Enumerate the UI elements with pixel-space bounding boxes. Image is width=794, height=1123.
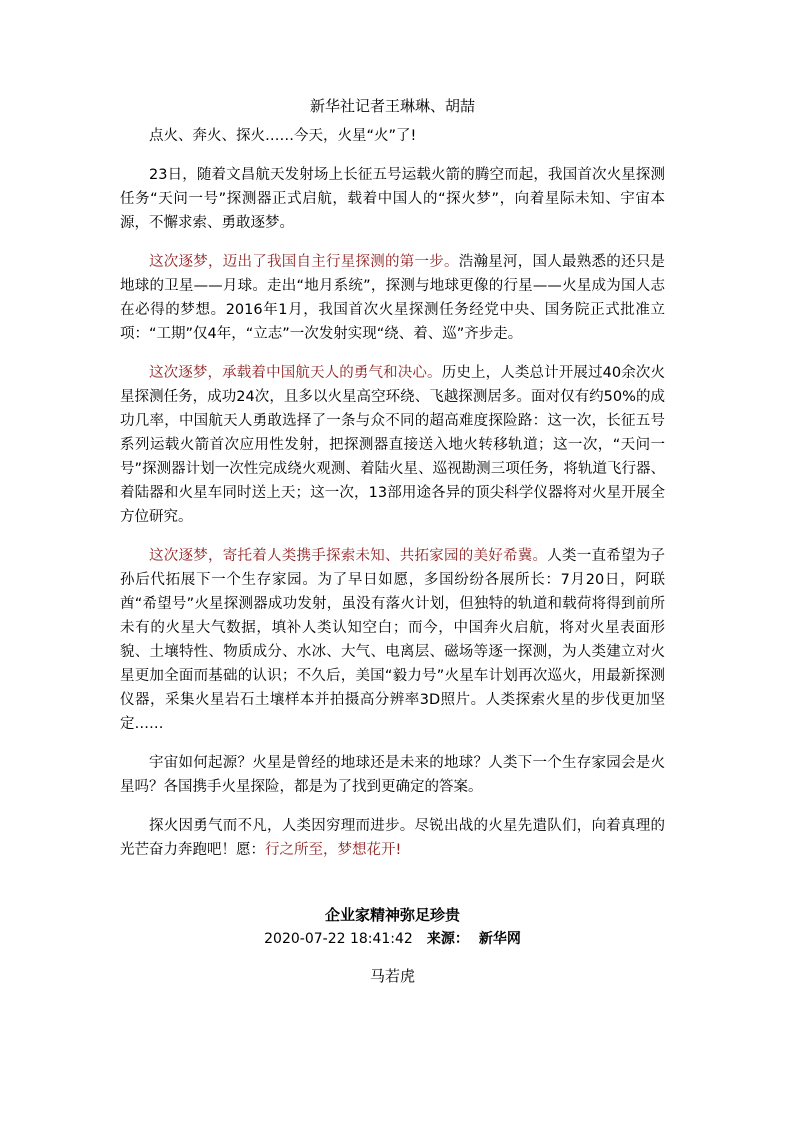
article-body	[120, 94, 665, 988]
paragraph-text: 历史上，人类总计开展过40余次火星探测任务，成功24次，且多以火星高空环绕、飞越探测居多。面对仅有约50%的成功几率，中国航天人勇敢选择了一条与众不同的超高难度探险路：这一次，长征五号系列运载火箭首次应用性发射，把探测器直接送入地火转移轨道；这一次，“天问一号”探测器计划一次性完成绕火观测、着陆火星、巡视勘测三项任务，将轨道飞行器、着陆器和火星车同时送上天；这一次，13部用途各异的顶尖科学仪器将对火星开展全方位研究。	[120, 365, 666, 525]
paragraph-questions	[120, 751, 665, 799]
next-article-meta	[120, 927, 665, 951]
next-article-title: 企业家精神弥足珍贵	[324, 906, 460, 924]
paragraph-text: 浩瀚星河，国人最熟悉的还只是地球的卫星——月球。走出“地月系统”，探测与地球更像的行星——火星成为国人志在必得的梦想。2016年1月，我国首次火星探测任务经党中央、国务院正式批准立项：“工期”仅4年，“立志”一次发射实现“绕、着、巡”齐步走。	[120, 254, 665, 342]
next-article-author: 马若虎	[369, 967, 415, 985]
paragraph-courage	[120, 361, 665, 529]
next-article-datetime: 2020-07-22 18:41:42	[264, 931, 413, 947]
paragraph-intro	[120, 124, 665, 148]
paragraph-launch	[120, 163, 665, 235]
article-byline: 新华社记者王琳琳、胡喆	[309, 97, 475, 115]
paragraph-text: 23日，随着文昌航天发射场上长征五号运载火箭的腾空而起，我国首次火星探测任务“天问一号”探测器正式启航，载着中国人的“探火梦”，向着星际未知、宇宙本源，不懈求索、勇敢逐梦。	[120, 167, 665, 231]
paragraph-text: 人类一直希望为子孙后代拓展下一个生存家园。为了早日如愿，多国纷纷各展所长：7月20日，阿联酋“希望号”火星探测器成功发射，虽没有落火计划，但独特的轨道和载荷将得到前所未有的火星大气数据，填补人类认知空白；而今，中国奔火启航，将对火星表面形貌、土壤特性、物质成分、水冰、大气、电离层、磁场等逐一探测，为人类建立对火星更加全面而基础的认识；不久后，美国“毅力号”火星车计划再次巡火，用最新探测仪器，采集火星岩石土壤样本并拍摄高分辨率3D照片。人类探索火星的步伐更加坚定……	[120, 548, 665, 732]
paragraph-hope	[120, 544, 665, 736]
paragraph-highlight: 这次逐梦，承载着中国航天人的勇气和决心。	[149, 365, 442, 381]
next-article-source: 新华网	[478, 931, 521, 947]
paragraph-highlight: 这次逐梦，寄托着人类携手探索未知、共拓家园的美好希冀。	[149, 548, 548, 564]
paragraph-highlight: 这次逐梦，迈出了我国自主行星探测的第一步。	[149, 254, 459, 270]
paragraph-text: 宇宙如何起源？火星是曾经的地球还是未来的地球？人类下一个生存家园会是火星吗？各国携手火星探险，都是为了找到更确定的答案。	[120, 755, 665, 795]
paragraph-first-step	[120, 250, 665, 346]
paragraph-closing	[120, 814, 665, 862]
paragraph-highlight: 行之所至，梦想花开!	[265, 842, 402, 858]
next-article-source-label: 来源：	[426, 931, 469, 947]
paragraph-text: 探火因勇气而不凡，人类因穷理而进步。尽锐出战的火星先遣队们，向着真理的光芒奋力奔跑吧！愿：	[120, 818, 665, 858]
paragraph-text: 点火、奔火、探火……今天，火星“火”了!	[149, 128, 417, 144]
